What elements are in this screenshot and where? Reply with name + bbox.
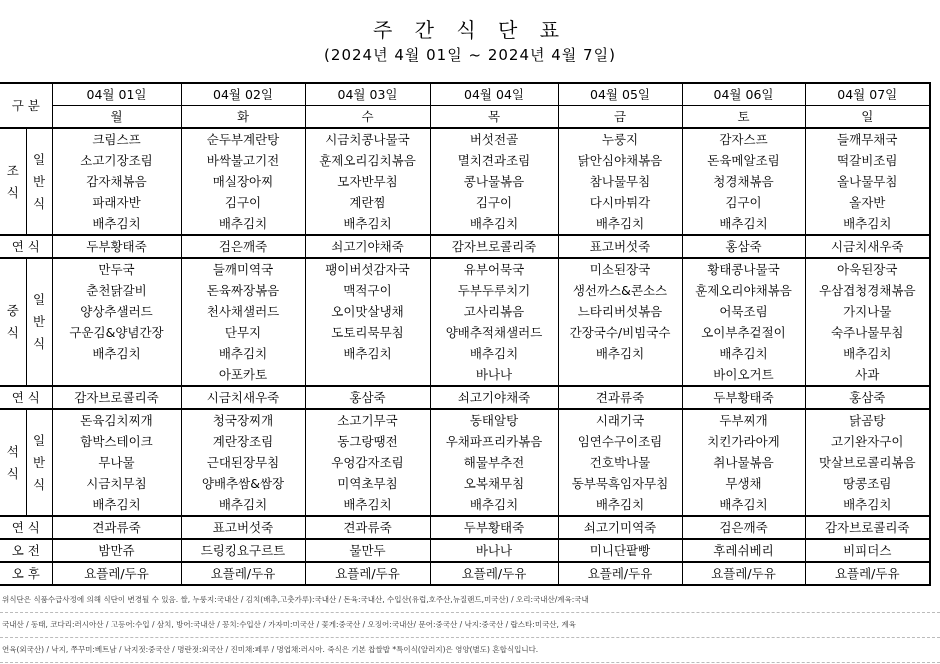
menu-item: 버섯전골 [430,128,558,150]
menu-item [305,364,430,386]
menu-item: 요플레/두유 [52,562,181,585]
lunch-label [0,258,26,386]
menu-item: 오이맛살냉채 [305,301,430,322]
menu-item: 밤만쥬 [52,539,181,562]
date-header: 04월 02일 [181,83,305,106]
menu-item: 사과 [805,364,930,386]
menu-item: 우채파프리카볶음 [430,431,558,452]
menu-item: 배추김치 [52,213,181,235]
menu-row [0,386,930,409]
menu-item: 고사리볶음 [430,301,558,322]
date-header: 04월 04일 [430,83,558,106]
menu-item: 홍삼죽 [682,235,805,258]
date-range-subtitle: (2024년 4월 01일 ~ 2024년 4월 7일) [324,46,616,64]
menu-item: 함박스테이크 [52,431,181,452]
menu-item: 배추김치 [558,213,682,235]
menu-item: 두부황태죽 [682,386,805,409]
menu-item: 치킨가라아게 [682,431,805,452]
origin-notes [0,588,940,663]
menu-item: 두부황태죽 [430,516,558,539]
menu-row [0,343,930,364]
menu-item: 생선까스&콘소스 [558,280,682,301]
menu-item: 두부두루치기 [430,280,558,301]
menu-item: 청경채볶음 [682,171,805,192]
date-header: 04월 06일 [682,83,805,106]
division-header: 구 분 [0,83,52,128]
am-snack-label: 오 전 [0,539,52,562]
menu-item: 고기완자구이 [805,431,930,452]
weekday-header: 화 [181,106,305,129]
menu-item: 물만두 [305,539,430,562]
menu-item: 쇠고기야채죽 [305,235,430,258]
menu-item: 오이부추겉절이 [682,322,805,343]
weekday-header: 일 [805,106,930,129]
menu-item: 요플레/두유 [682,562,805,585]
menu-item: 두부찌개 [682,409,805,431]
lunch-soft-label: 연 식 [0,386,52,409]
menu-item: 근대된장무침 [181,452,305,473]
menu-item: 후레쉬베리 [682,539,805,562]
menu-item: 요플레/두유 [430,562,558,585]
menu-item: 모자반무침 [305,171,430,192]
menu-item: 떡갈비조림 [805,150,930,171]
menu-item: 드링킹요구르트 [181,539,305,562]
menu-item: 동부묵흑임자무침 [558,473,682,494]
menu-item: 가지나물 [805,301,930,322]
menu-item: 구운김&양념간장 [52,322,181,343]
menu-item: 미소된장국 [558,258,682,280]
menu-item: 요플레/두유 [558,562,682,585]
menu-item: 숙주나물무침 [805,322,930,343]
menu-row [0,106,930,129]
menu-item: 김구이 [430,192,558,213]
menu-item: 참나물무침 [558,171,682,192]
menu-row [0,562,930,585]
menu-row [0,322,930,343]
menu-row [0,235,930,258]
menu-item: 미역초무침 [305,473,430,494]
menu-item: 느타리버섯볶음 [558,301,682,322]
menu-item: 돈육메알조림 [682,150,805,171]
menu-item: 바이오거트 [682,364,805,386]
menu-item: 돈육짜장볶음 [181,280,305,301]
origin-note-line: 연육(외국산) / 낙지, 쭈꾸미:베트남 / 낙지젓:중국산 / 명란젓:외국산 / 진미채:페루 / 명엽채:러시아. 죽식은 기본 찹쌀밥 *특이식(알러지)은 영양(별도) 혼합식입니다. [0,638,940,663]
menu-item: 멸치견과조림 [430,150,558,171]
menu-item: 비피더스 [805,539,930,562]
menu-item: 김구이 [181,192,305,213]
menu-item: 콩나물볶음 [430,171,558,192]
date-header: 04월 01일 [52,83,181,106]
origin-note-line: 위식단은 식품수급사정에 의해 식단이 변경될 수 있음. 쌀, 누룽지:국내산 / 김치(배추,고춧가루):국내산 / 돈육:국내산, 수입산(유럽,호주산,뉴질랜드,미국산) / 오리:국내산/계육:국내 [0,588,940,613]
menu-item: 훈제오리야채볶음 [682,280,805,301]
menu-item: 홍삼죽 [805,386,930,409]
menu-item: 동그랑땡전 [305,431,430,452]
menu-item: 천사채샐러드 [181,301,305,322]
menu-item: 표고버섯죽 [558,235,682,258]
menu-row [0,301,930,322]
vertical-label: 일반식 [32,432,46,492]
menu-item: 우삼겹청경채볶음 [805,280,930,301]
menu-item: 시금치새우죽 [805,235,930,258]
menu-item: 배추김치 [805,494,930,516]
date-header: 04월 05일 [558,83,682,106]
menu-row [0,409,930,431]
menu-item: 배추김치 [558,343,682,364]
menu-item: 배추김치 [805,343,930,364]
menu-item: 검은깨죽 [682,516,805,539]
menu-item: 시금치콩나물국 [305,128,430,150]
menu-row [0,280,930,301]
menu-item: 홍삼죽 [305,386,430,409]
menu-item: 두부황태죽 [52,235,181,258]
menu-item: 바싹불고기전 [181,150,305,171]
menu-item: 올자반 [805,192,930,213]
menu-item: 바나나 [430,364,558,386]
menu-item: 바나나 [430,539,558,562]
menu-row [0,150,930,171]
menu-item: 파래자반 [52,192,181,213]
menu-item: 소고기무국 [305,409,430,431]
dinner-label [0,409,26,516]
menu-item: 요플레/두유 [181,562,305,585]
lunch-general-label [26,258,52,386]
menu-row [0,494,930,516]
menu-item: 배추김치 [181,213,305,235]
menu-row [0,473,930,494]
vertical-label: 조식 [6,162,19,200]
menu-item: 아욱된장국 [805,258,930,280]
menu-item: 요플레/두유 [305,562,430,585]
menu-item: 들깨무채국 [805,128,930,150]
menu-item: 김구이 [682,192,805,213]
dinner-soft-label: 연 식 [0,516,52,539]
menu-item: 건호박나물 [558,452,682,473]
menu-row [0,539,930,562]
date-header: 04월 03일 [305,83,430,106]
menu-item: 돈육김치찌개 [52,409,181,431]
menu-item: 배추김치 [805,213,930,235]
menu-item: 취나물볶음 [682,452,805,473]
menu-item: 오복채무침 [430,473,558,494]
origin-note-line: 국내산 / 동태, 코다리:러시아산 / 고등어:수입 / 삼치, 방어:국내산 / 꽁치:수입산 / 가자미:미국산 / 꽃게:중국산 / 오징어:국내산/ 문어:중국산 / 낙지:중국산 / 랍스타:미국산, 계육 [0,613,940,638]
menu-item: 춘천닭갈비 [52,280,181,301]
date-header: 04월 07일 [805,83,930,106]
menu-item: 동태알탕 [430,409,558,431]
menu-item: 견과류죽 [52,516,181,539]
menu-item: 순두부계란탕 [181,128,305,150]
menu-item: 배추김치 [52,494,181,516]
menu-item: 시금치무침 [52,473,181,494]
menu-item: 만두국 [52,258,181,280]
menu-row [0,83,930,106]
menu-item: 배추김치 [558,494,682,516]
menu-item: 표고버섯죽 [181,516,305,539]
menu-item: 누룽지 [558,128,682,150]
menu-item: 배추김치 [181,343,305,364]
menu-item: 아포카토 [181,364,305,386]
vertical-label: 중식 [6,303,19,340]
menu-item: 우엉감자조림 [305,452,430,473]
menu-item: 들깨미역국 [181,258,305,280]
menu-row [0,258,930,280]
menu-item: 견과류죽 [305,516,430,539]
menu-item: 감자브로콜리죽 [52,386,181,409]
menu-item: 시금치새우죽 [181,386,305,409]
menu-item: 황태콩나물국 [682,258,805,280]
menu-item: 배추김치 [682,343,805,364]
menu-item: 배추김치 [181,494,305,516]
menu-item: 닭곰탕 [805,409,930,431]
menu-item: 배추김치 [305,494,430,516]
menu-item: 계란장조림 [181,431,305,452]
weekday-header: 목 [430,106,558,129]
menu-item [52,364,181,386]
menu-row [0,516,930,539]
menu-item: 배추김치 [430,213,558,235]
menu-item: 배추김치 [682,213,805,235]
menu-item: 크림스프 [52,128,181,150]
pm-snack-label: 오 후 [0,562,52,585]
menu-item: 소고기장조림 [52,150,181,171]
menu-item: 양배추쌈&쌈장 [181,473,305,494]
menu-item: 매실장아찌 [181,171,305,192]
menu-item: 감자스프 [682,128,805,150]
menu-item: 무생채 [682,473,805,494]
breakfast-label [0,128,26,235]
menu-item: 배추김치 [305,343,430,364]
weekly-menu-table [0,82,931,586]
menu-item: 간장국수/비빔국수 [558,322,682,343]
menu-item: 배추김치 [305,213,430,235]
menu-item: 배추김치 [52,343,181,364]
menu-item: 청국장찌개 [181,409,305,431]
menu-item: 양배추적채샐러드 [430,322,558,343]
menu-item: 배추김치 [682,494,805,516]
menu-item: 유부어묵국 [430,258,558,280]
page-title: 주 간 식 단 표 [372,18,568,42]
menu-item: 땅콩조림 [805,473,930,494]
menu-item: 검은깨죽 [181,235,305,258]
menu-item: 쇠고기야채죽 [430,386,558,409]
menu-item: 단무지 [181,322,305,343]
weekday-header: 토 [682,106,805,129]
menu-row [0,213,930,235]
menu-item: 감자브로콜리죽 [430,235,558,258]
menu-item: 해물부추전 [430,452,558,473]
menu-item: 임연수구이조림 [558,431,682,452]
menu-item: 닭안심야채볶음 [558,150,682,171]
menu-item: 시래기국 [558,409,682,431]
weekday-header: 월 [52,106,181,129]
menu-item: 배추김치 [430,343,558,364]
menu-item: 미니단팥빵 [558,539,682,562]
vertical-label: 석식 [6,443,19,481]
dinner-general-label [26,409,52,516]
menu-row [0,171,930,192]
menu-row [0,452,930,473]
menu-item: 쇠고기미역죽 [558,516,682,539]
menu-item: 훈제오리김치볶음 [305,150,430,171]
menu-item: 감자채볶음 [52,171,181,192]
menu-row [0,128,930,150]
breakfast-general-label [26,128,52,235]
weekday-header: 금 [558,106,682,129]
menu-item: 요플레/두유 [805,562,930,585]
menu-item: 배추김치 [430,494,558,516]
vertical-label: 일반식 [32,151,46,211]
breakfast-soft-label: 연 식 [0,235,52,258]
menu-item: 어묵조림 [682,301,805,322]
menu-row [0,431,930,452]
menu-item: 무나물 [52,452,181,473]
menu-item: 계란찜 [305,192,430,213]
menu-item: 팽이버섯감자국 [305,258,430,280]
weekday-header: 수 [305,106,430,129]
vertical-label: 일반식 [32,292,46,351]
menu-item: 감자브로콜리죽 [805,516,930,539]
menu-row [0,192,930,213]
menu-item: 맥적구이 [305,280,430,301]
menu-item: 견과류죽 [558,386,682,409]
menu-item: 양상추샐러드 [52,301,181,322]
menu-item: 올나물무침 [805,171,930,192]
menu-row [0,364,930,386]
menu-item: 맛살브로콜리볶음 [805,452,930,473]
menu-item [558,364,682,386]
menu-item: 도토리묵무침 [305,322,430,343]
menu-item: 다시마튀각 [558,192,682,213]
